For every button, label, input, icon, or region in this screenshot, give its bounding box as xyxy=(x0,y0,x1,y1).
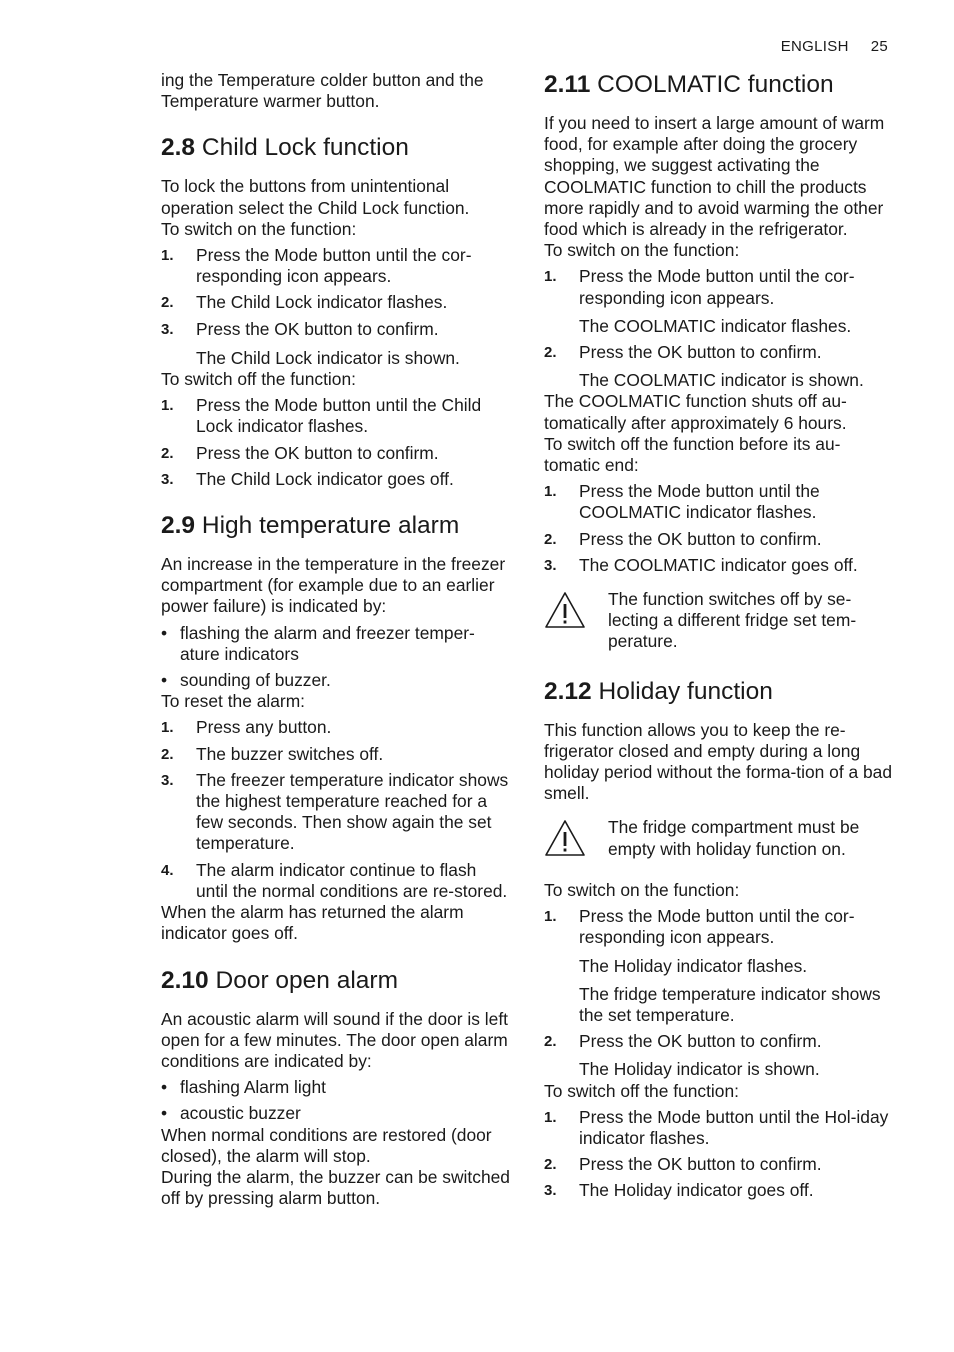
list-item: 1. Press the Mode button until the cor-responding icon appears. xyxy=(161,245,472,287)
section-title-high-temp: 2.9 High temperature alarm xyxy=(161,512,460,540)
list-item: 2. Press the OK button to confirm. xyxy=(544,528,822,549)
step-note: The COOLMATIC indicator is shown. xyxy=(579,370,864,391)
bullet-item: • sounding of buzzer. xyxy=(161,670,331,691)
left-column xyxy=(161,70,511,1209)
list-item: 1. Press the Mode button until the Hol-iday indicator flashes. xyxy=(544,1106,889,1148)
list-item: 3. The Child Lock indicator goes off. xyxy=(161,468,454,489)
intro-text: ing the Temperature colder button and the Temperature warmer button. xyxy=(161,70,484,112)
warning-icon xyxy=(544,591,586,629)
page-number: 25 xyxy=(870,38,888,55)
warning-icon xyxy=(544,819,586,857)
reset-label: To reset the alarm: xyxy=(161,691,306,712)
holiday-para: This function allows you to keep the re-frigerator closed and empty during a long holiday period without the forma-tion of a bad smell. xyxy=(544,719,893,804)
list-item: 1. Press any button. xyxy=(161,717,332,738)
language-label: ENGLISH xyxy=(780,38,849,55)
bullet-item: • flashing Alarm light xyxy=(161,1077,326,1098)
switch-on-label: To switch on the function: xyxy=(161,218,357,239)
door-alarm-after1: When normal conditions are restored (door closed), the alarm will stop. xyxy=(161,1124,492,1166)
step-note: The Holiday indicator flashes. xyxy=(579,955,808,976)
coolmatic-auto-off: The COOLMATIC function shuts off au-tomatically after approximately 6 hours. xyxy=(544,391,847,433)
section-title-holiday: 2.12 Holiday function xyxy=(544,677,773,705)
list-item: 2. The Child Lock indicator flashes. xyxy=(161,292,448,313)
list-item: 1. Press the Mode button until the cor-responding icon appears. xyxy=(544,906,855,948)
high-temp-para: An increase in the temperature in the freezer compartment (for example due to an earlier power failure) is indicated by: xyxy=(161,554,506,617)
switch-off-label: To switch off the function before its au-tomatic end: xyxy=(544,433,841,476)
door-alarm-after2: During the alarm, the buzzer can be switched off by pressing alarm button. xyxy=(161,1166,510,1209)
warning-text: The function switches off by se-lecting a different fridge set tem-perature. xyxy=(608,589,857,652)
step-note: The Holiday indicator is shown. xyxy=(579,1059,820,1080)
list-item: 3. The COOLMATIC indicator goes off. xyxy=(544,554,858,575)
list-item: 1. Press the Mode button until the COOLMATIC indicator flashes. xyxy=(544,481,820,523)
list-item: 1. Press the Mode button until the cor-responding icon appears. xyxy=(544,266,855,308)
switch-on-label: To switch on the function: xyxy=(544,240,740,261)
step-note: The fridge temperature indicator shows the set temperature. xyxy=(579,983,881,1025)
list-item: 3. The Holiday indicator goes off. xyxy=(544,1180,814,1201)
step-note: The Child Lock indicator is shown. xyxy=(196,347,460,368)
bullet-item: • acoustic buzzer xyxy=(161,1103,301,1124)
switch-off-label: To switch off the function: xyxy=(544,1080,739,1101)
list-item: 2. Press the OK button to confirm. xyxy=(544,342,822,363)
list-item: 4. The alarm indicator continue to flash until the normal conditions are re-stored. xyxy=(161,859,508,901)
section-title-child-lock: 2.8 Child Lock function xyxy=(161,134,409,162)
warning-note xyxy=(544,817,894,859)
warning-text: The fridge compartment must be empty with holiday function on. xyxy=(608,817,860,859)
list-item: 2. Press the OK button to confirm. xyxy=(161,442,439,463)
page-header xyxy=(781,38,888,55)
list-item: 2. Press the OK button to confirm. xyxy=(544,1154,822,1175)
high-temp-after: When the alarm has returned the alarm indicator goes off. xyxy=(161,902,464,944)
child-lock-para: To lock the buttons from unintentional operation select the Child Lock function. xyxy=(161,176,470,218)
section-title-coolmatic: 2.11 COOLMATIC function xyxy=(544,71,834,98)
switch-on-label: To switch on the function: xyxy=(544,879,740,900)
section-title-door-alarm: 2.10 Door open alarm xyxy=(161,966,398,994)
right-column xyxy=(544,70,894,1202)
list-item: 2. Press the OK button to confirm. xyxy=(544,1031,822,1052)
bullet-item: • flashing the alarm and freezer temper-ature indicators xyxy=(161,622,475,664)
list-item: 1. Press the Mode button until the Child Lock indicator flashes. xyxy=(161,395,482,437)
warning-note xyxy=(544,589,894,653)
list-item: 3. Press the OK button to confirm. xyxy=(161,318,439,339)
list-item: 3. The freezer temperature indicator shows the highest temperature reached for a few seconds. Then show again the set temperature. xyxy=(161,769,509,854)
switch-off-label: To switch off the function: xyxy=(161,369,356,390)
step-note: The COOLMATIC indicator flashes. xyxy=(579,315,852,336)
list-item: 2. The buzzer switches off. xyxy=(161,743,384,764)
coolmatic-para: If you need to insert a large amount of warm food, for example after doing the grocery shopping, we suggest activating the COOLMATIC function to chill the products more rapidly and to avoid warming the other food which is already in the refrigerator. xyxy=(544,113,885,240)
door-alarm-para: An acoustic alarm will sound if the door is left open for a few minutes. The door open alarm conditions are indicated by: xyxy=(161,1008,509,1071)
